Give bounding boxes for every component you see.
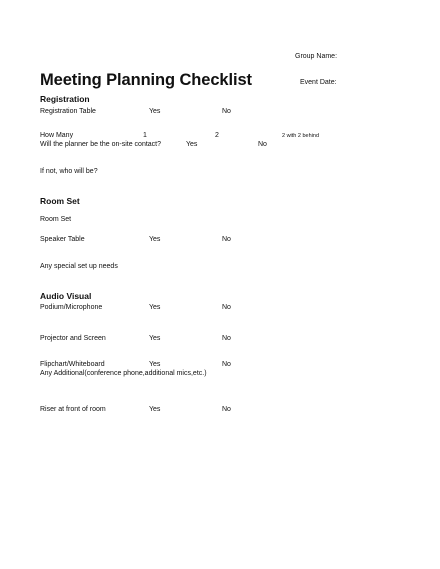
- registration-table-yes: Yes: [149, 108, 161, 115]
- special-setup-needs-label: Any special set up needs: [40, 263, 118, 270]
- riser-yes: Yes: [149, 406, 161, 413]
- onsite-contact-question: Will the planner be the on-site contact?: [40, 141, 162, 148]
- registration-heading: Registration: [40, 94, 90, 104]
- how-many-option-2: 2: [215, 132, 219, 139]
- podium-microphone-no: No: [222, 304, 231, 311]
- registration-table-no: No: [222, 108, 231, 115]
- onsite-contact-yes: Yes: [186, 141, 198, 148]
- flipchart-whiteboard-no: No: [222, 361, 231, 368]
- how-many-option-1: 1: [143, 132, 147, 139]
- projector-screen-label: Projector and Screen: [40, 335, 106, 342]
- riser-label: Riser at front of room: [40, 406, 106, 413]
- riser-no: No: [222, 406, 231, 413]
- speaker-table-no: No: [222, 236, 231, 243]
- group-name-label: Group Name:: [295, 53, 338, 60]
- room-set-label: Room Set: [40, 216, 72, 223]
- audio-visual-heading: Audio Visual: [40, 291, 92, 301]
- podium-microphone-yes: Yes: [149, 304, 161, 311]
- podium-microphone-label: Podium/Microphone: [40, 304, 103, 311]
- room-set-heading: Room Set: [40, 196, 80, 206]
- flipchart-whiteboard-label: Flipchart/Whiteboard: [40, 361, 105, 368]
- how-many-label: How Many: [40, 132, 74, 139]
- speaker-table-yes: Yes: [149, 236, 161, 243]
- how-many-note: 2 with 2 behind: [282, 133, 319, 139]
- if-not-contact-label: If not, who will be?: [40, 168, 98, 175]
- projector-screen-no: No: [222, 335, 231, 342]
- registration-table-label: Registration Table: [40, 108, 96, 115]
- additional-equipment-label: Any Additional(conference phone,additional mics,etc.): [40, 370, 207, 377]
- page-title: Meeting Planning Checklist: [40, 71, 252, 89]
- flipchart-whiteboard-yes: Yes: [149, 361, 161, 368]
- onsite-contact-no: No: [258, 141, 267, 148]
- speaker-table-label: Speaker Table: [40, 236, 85, 243]
- projector-screen-yes: Yes: [149, 335, 161, 342]
- event-date-label: Event Date:: [300, 79, 337, 86]
